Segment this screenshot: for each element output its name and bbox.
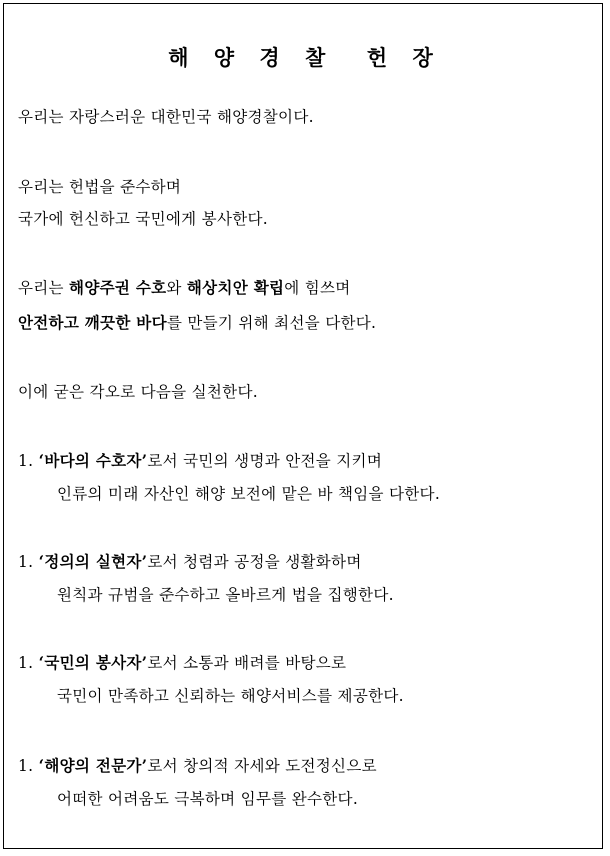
item-text: 로서 소통과 배려를 바탕으로 bbox=[147, 654, 347, 672]
text-segment: 를 만들기 위해 최선을 다한다. bbox=[166, 314, 377, 332]
paragraph-2-line-2: 국가에 헌신하고 국민에게 봉사한다. bbox=[18, 210, 269, 228]
item-3-line-1 bbox=[18, 652, 346, 674]
text-segment: 우리는 bbox=[18, 279, 70, 297]
item-4-line-2: 어떠한 어려움도 극복하며 임무를 완수한다. bbox=[57, 790, 359, 808]
paragraph-3-line-1 bbox=[18, 277, 351, 299]
item-keyword: ‘정의의 실현자’ bbox=[38, 552, 148, 571]
item-number: 1. bbox=[18, 654, 39, 672]
item-4-line-1 bbox=[18, 755, 377, 777]
paragraph-4-line: 이에 굳은 각오로 다음을 실천한다. bbox=[18, 383, 258, 401]
item-keyword: ‘해양의 전문가’ bbox=[38, 756, 148, 775]
item-3-line-2: 국민이 만족하고 신뢰하는 해양서비스를 제공한다. bbox=[57, 687, 404, 705]
document-title: 해 양 경 찰 헌 장 bbox=[168, 45, 442, 70]
item-text: 로서 국민의 생명과 안전을 지키며 bbox=[147, 452, 383, 470]
item-1-line-1 bbox=[18, 450, 382, 472]
bold-phrase: 해상치안 확립 bbox=[186, 278, 285, 297]
item-number: 1. bbox=[18, 757, 39, 775]
intro-line: 우리는 자랑스러운 대한민국 해양경찰이다. bbox=[18, 108, 314, 126]
text-segment: 에 힘쓰며 bbox=[284, 279, 351, 297]
paragraph-3-line-2 bbox=[18, 312, 376, 334]
item-number: 1. bbox=[18, 553, 39, 571]
text-segment: 와 bbox=[166, 279, 187, 297]
item-keyword: ‘국민의 봉사자’ bbox=[38, 653, 148, 672]
item-1-line-2: 인류의 미래 자산인 해양 보전에 맡은 바 책임을 다한다. bbox=[57, 485, 441, 503]
item-text: 로서 창의적 자세와 도전정신으로 bbox=[147, 757, 377, 775]
bold-phrase: 해양주권 수호 bbox=[69, 278, 167, 297]
item-number: 1. bbox=[18, 452, 39, 470]
paragraph-2-line-1: 우리는 헌법을 준수하며 bbox=[18, 178, 182, 196]
item-keyword: ‘바다의 수호자’ bbox=[38, 451, 148, 470]
item-text: 로서 청렴과 공정을 생활화하며 bbox=[147, 553, 362, 571]
bold-phrase: 안전하고 깨끗한 바다 bbox=[18, 313, 167, 332]
document-border bbox=[3, 3, 603, 849]
item-2-line-1 bbox=[18, 551, 362, 573]
item-2-line-2: 원칙과 규범을 준수하고 올바르게 법을 집행한다. bbox=[57, 586, 394, 604]
